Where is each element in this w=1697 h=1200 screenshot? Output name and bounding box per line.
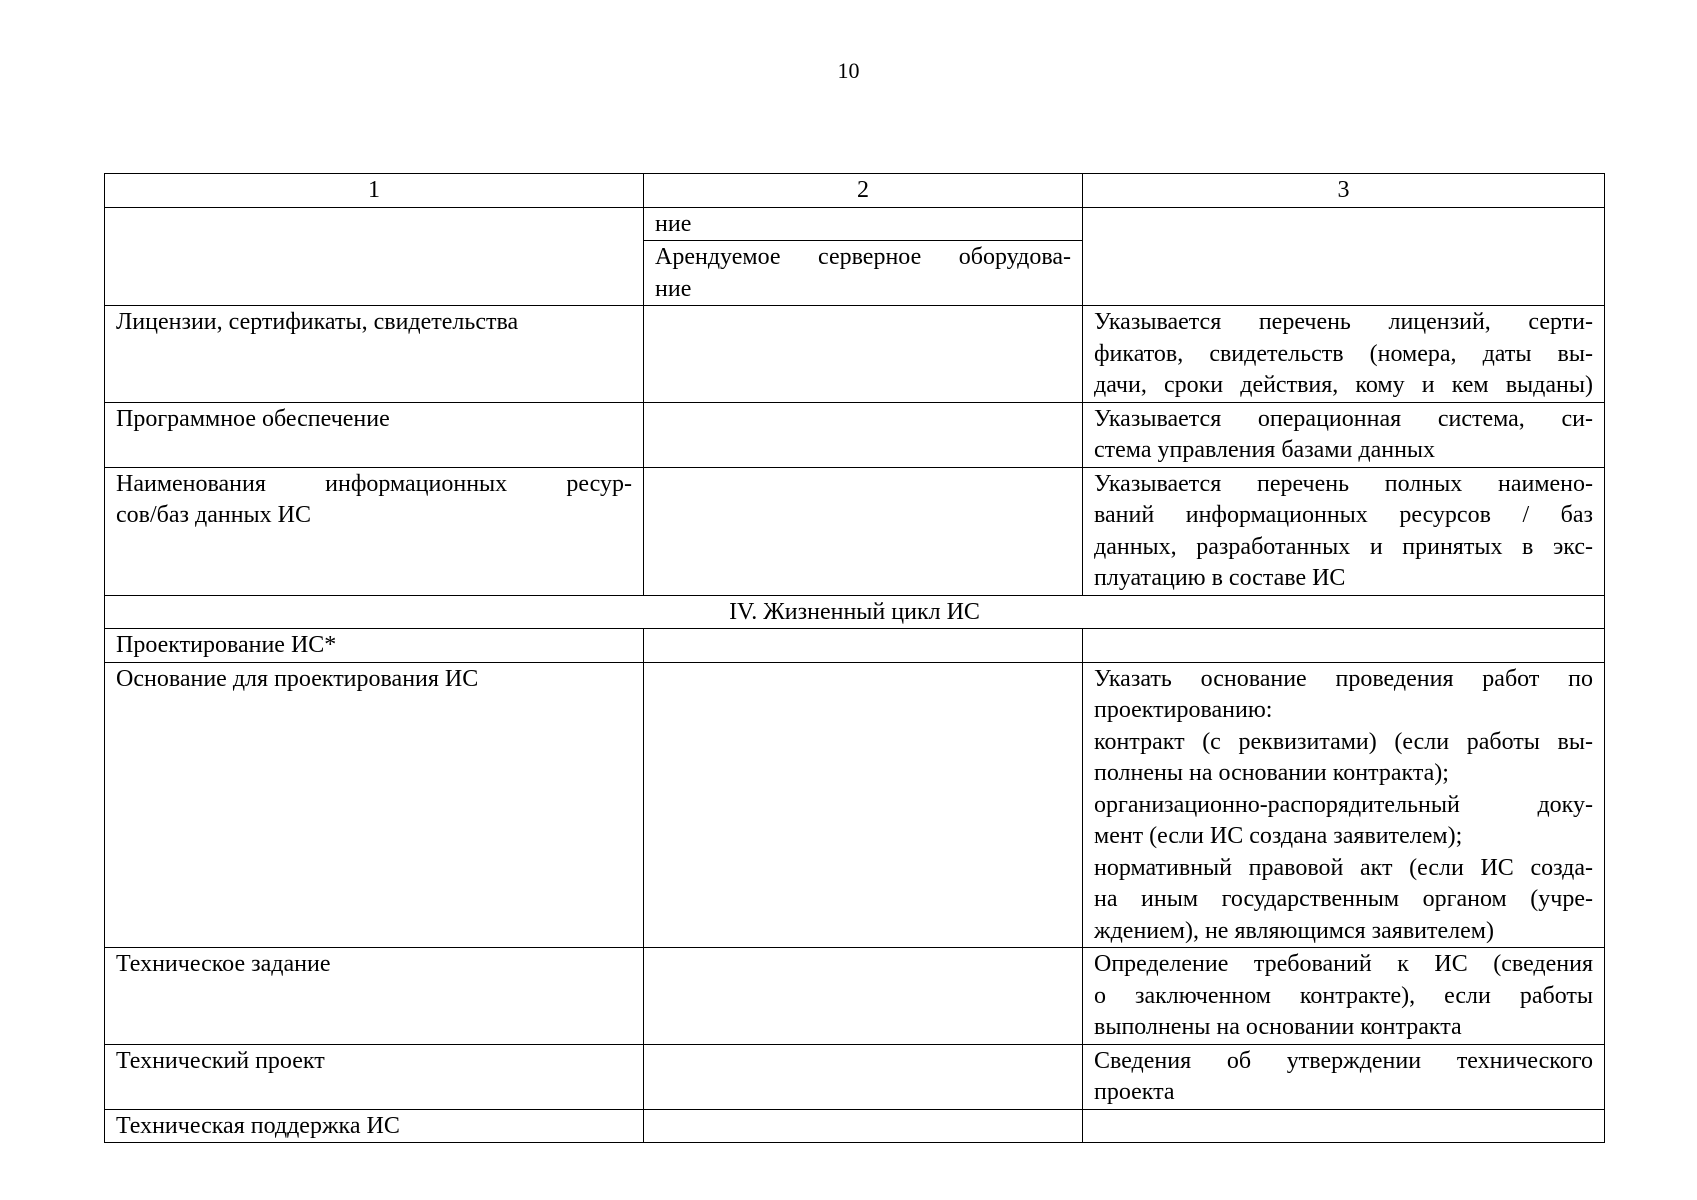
table-cell-col1	[105, 402, 644, 467]
table-cell-col2	[644, 402, 1083, 467]
cell-line: ние	[655, 275, 692, 302]
table-cell-col1	[105, 207, 644, 306]
table-cell-col3	[1083, 467, 1605, 595]
table-cell-col3	[1083, 306, 1605, 403]
cell-line: Технический проект	[116, 1047, 325, 1074]
table-cell-col1	[105, 948, 644, 1045]
table-row	[105, 662, 1605, 948]
table-cell-col2	[644, 629, 1083, 663]
cell-line: организационно-распорядительный доку-	[1094, 791, 1593, 818]
cell-line: сов/баз данных ИС	[116, 502, 312, 528]
cell-line: фикатов, свидетельств (номера, даты вы-	[1094, 340, 1593, 367]
table-cell-col3	[1083, 629, 1605, 663]
table-cell-col1	[105, 1109, 644, 1143]
cell-line: нормативный правовой акт (если ИС созда-	[1094, 854, 1593, 881]
table-header-row	[105, 174, 1605, 208]
rented-server-equipment	[644, 240, 1082, 305]
cell-line: Техническая поддержка ИС	[116, 1112, 400, 1139]
table-cell-col2	[644, 306, 1083, 403]
cell-line: Указывается операционная система, си-	[1094, 405, 1593, 432]
cell-line: Указывается перечень полных наимено-	[1094, 470, 1593, 497]
table-row	[105, 1044, 1605, 1109]
cell-line: Программное обеспечение	[116, 405, 390, 432]
table-cell-col1	[105, 662, 644, 948]
cell-line: выполнены на основании контракта	[1094, 1014, 1462, 1040]
column-header-3: 3	[1083, 174, 1605, 208]
cell-line: Сведения об утверждении технического	[1094, 1047, 1593, 1074]
column-header-1: 1	[105, 174, 644, 208]
table-row	[105, 629, 1605, 663]
table-row	[105, 467, 1605, 595]
table-row	[105, 948, 1605, 1045]
cell-line: Наименования информационных ресур-	[116, 470, 632, 497]
cell-line: Указать основание проведения работ по	[1094, 665, 1593, 692]
cell-line: данных, разработанных и принятых в экс-	[1094, 533, 1593, 560]
section-title-row	[105, 595, 1605, 629]
table-cell-col1	[105, 306, 644, 403]
table-cell-col3	[1083, 662, 1605, 948]
table-cell-col3	[1083, 1109, 1605, 1143]
cell-line: Арендуемое серверное оборудова-	[655, 244, 1071, 270]
cell-line: проектированию:	[1094, 697, 1273, 723]
cell-line: ждением), не являющимся заявителем)	[1094, 917, 1494, 944]
table-cell-col2	[644, 1044, 1083, 1109]
cell-line: контракт (с реквизитами) (если работы вы-	[1094, 728, 1593, 755]
info-system-table	[104, 173, 1605, 1143]
cell-line: о заключенном контракте), если работы	[1094, 982, 1593, 1009]
table-cell-col2	[644, 948, 1083, 1045]
table-row	[105, 1109, 1605, 1143]
cell-line: Указывается перечень лицензий, серти-	[1094, 309, 1593, 335]
section-title: IV. Жизненный цикл ИС	[105, 595, 1605, 629]
table-cell-col1	[105, 629, 644, 663]
table-row	[105, 306, 1605, 403]
table-cell-col3	[1083, 402, 1605, 467]
table-row	[105, 207, 1605, 306]
cell-line: плуатацию в составе ИС	[1094, 565, 1346, 591]
table-cell-col3	[1083, 1044, 1605, 1109]
server-equipment-continuation	[644, 208, 1082, 241]
cell-line: Проектирование ИС*	[116, 632, 337, 658]
page-number: 10	[837, 58, 860, 83]
table-row	[105, 402, 1605, 467]
cell-line: дачи, сроки действия, кому и кем выданы)	[1094, 372, 1593, 398]
table-cell-col3	[1083, 948, 1605, 1045]
cell-line: ваний информационных ресурсов / баз	[1094, 502, 1593, 528]
table-cell-col2	[644, 207, 1083, 306]
cell-line: Лицензии, сертификаты, свидетельства	[116, 309, 519, 335]
table-cell-col1	[105, 1044, 644, 1109]
cell-line: на иным государственным органом (учре-	[1094, 886, 1593, 912]
table-cell-col1	[105, 467, 644, 595]
cell-line: проекта	[1094, 1079, 1175, 1105]
cell-line: Определение требований к ИС (сведения	[1094, 951, 1593, 977]
cell-line: Основание для проектирования ИС	[116, 665, 479, 692]
table-cell-col2	[644, 467, 1083, 595]
cell-line: мент (если ИС создана заявителем);	[1094, 823, 1463, 849]
column-header-2: 2	[644, 174, 1083, 208]
table-cell-col3	[1083, 207, 1605, 306]
cell-line: Техническое задание	[116, 951, 331, 977]
table-cell-col2	[644, 1109, 1083, 1143]
cell-line: полнены на основании контракта);	[1094, 760, 1449, 786]
cell-line: стема управления базами данных	[1094, 437, 1436, 463]
table-cell-col2	[644, 662, 1083, 948]
cell-line: ние	[655, 210, 692, 237]
